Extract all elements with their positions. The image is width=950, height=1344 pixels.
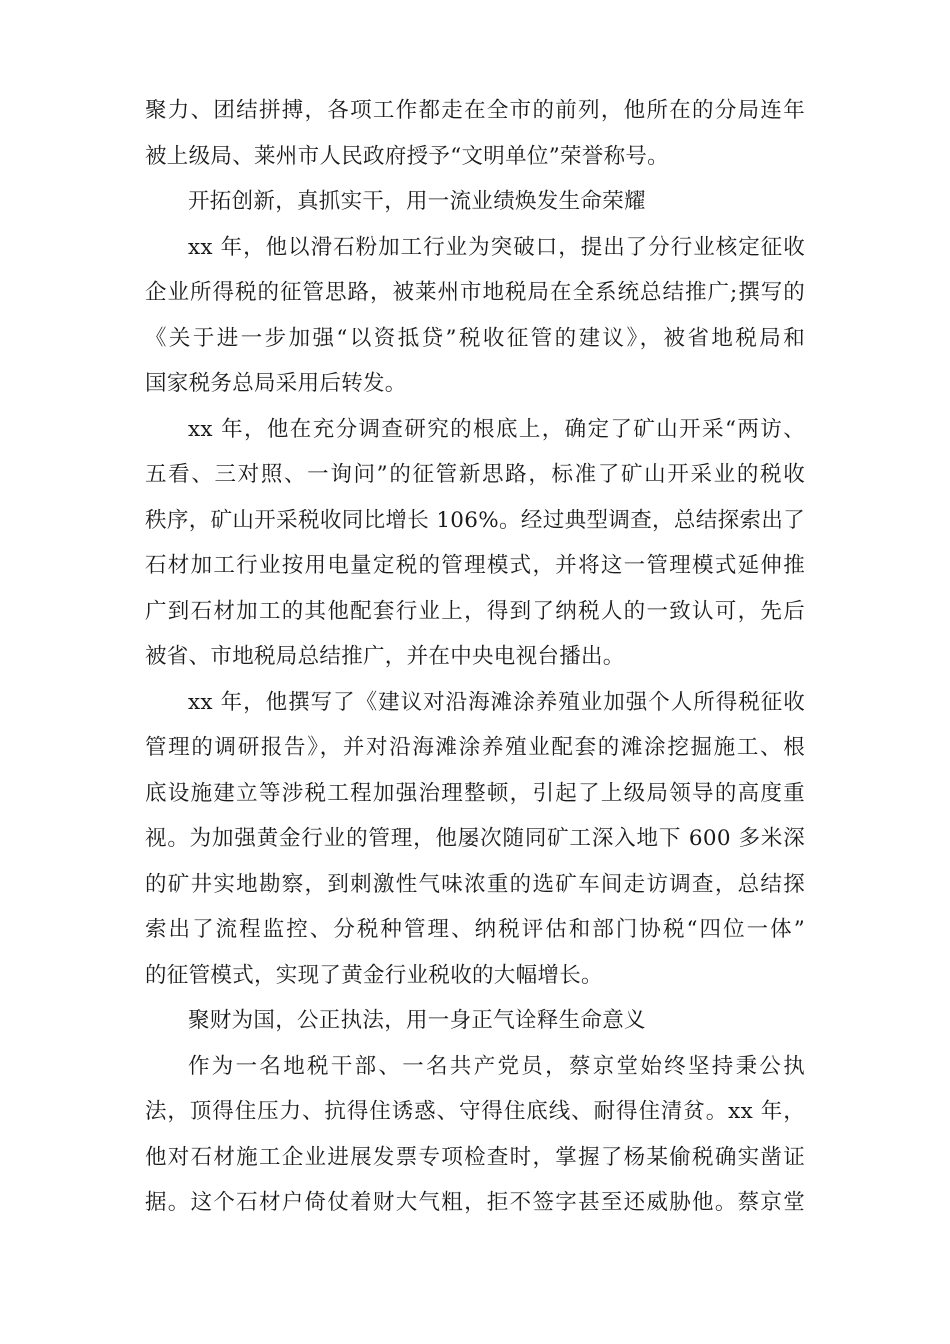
text-line: xx 年，他撰写了《建议对沿海滩涂养殖业加强个人所得税征收: [188, 689, 805, 715]
text-line: xx 年，他在充分调查研究的根底上，确定了矿山开采“两访、: [188, 416, 805, 442]
text-line: 企业所得税的征管思路，被莱州市地税局在全系统总结推广;撰写的: [145, 280, 805, 305]
text-line: xx 年，他以滑石粉加工行业为突破口，提出了分行业核定征收: [188, 234, 805, 260]
text-line: 聚财为国，公正执法，用一身正气诠释生命意义: [188, 1008, 646, 1033]
text-line: 据。这个石材户倚仗着财大气粗，拒不签字甚至还威胁他。蔡京堂: [145, 1190, 805, 1215]
text-line: 秩序，矿山开采税收同比增长 106%。经过典型调查，总结探索出了: [145, 507, 805, 533]
text-line: 视。为加强黄金行业的管理，他屡次随同矿工深入地下 600 多米深: [145, 826, 805, 851]
text-line: 底设施建立等涉税工程加强治理整顿，引起了上级局领导的高度重: [145, 780, 805, 806]
text-line: 《关于进一步加强“以资抵贷”税收征管的建议》，被省地税局和: [145, 325, 805, 351]
text-line: 索出了流程监控、分税种管理、纳税评估和部门协税“四位一体”: [145, 917, 805, 942]
body-text: [145, 88, 805, 1226]
text-line: 开拓创新，真抓实干，用一流业绩焕发生命荣耀: [188, 189, 646, 214]
text-line: 被上级局、莱州市人民政府授予“文明单位”荣誉称号。: [145, 143, 669, 169]
text-line: 国家税务总局采用后转发。: [145, 371, 407, 396]
text-line: 五看、三对照、一询问”的征管新思路，标准了矿山开采业的税收: [145, 462, 805, 487]
text-line: 他对石材施工企业进展发票专项检查时，掌握了杨某偷税确实凿证: [145, 1144, 805, 1170]
text-line: 作为一名地税干部、一名共产党员，蔡京堂始终坚持秉公执: [188, 1053, 805, 1079]
text-line: 石材加工行业按用电量定税的管理模式，并将这一管理模式延伸推: [145, 553, 805, 578]
text-line: 广到石材加工的其他配套行业上，得到了纳税人的一致认可，先后: [145, 598, 805, 624]
text-line: 的征管模式，实现了黄金行业税收的大幅增长。: [145, 962, 603, 988]
text-line: 管理的调研报告》，并对沿海滩涂养殖业配套的滩涂挖掘施工、根: [145, 735, 805, 760]
text-line: 聚力、团结拼搏，各项工作都走在全市的前列，他所在的分局连年: [145, 98, 805, 123]
text-line: 法，顶得住压力、抗得住诱惑、守得住底线、耐得住清贫。xx 年，: [145, 1099, 805, 1124]
text-line: 的矿井实地勘察，到刺激性气味浓重的选矿车间走访调查，总结探: [145, 871, 805, 897]
text-line: 被省、市地税局总结推广，并在中央电视台播出。: [145, 644, 625, 669]
